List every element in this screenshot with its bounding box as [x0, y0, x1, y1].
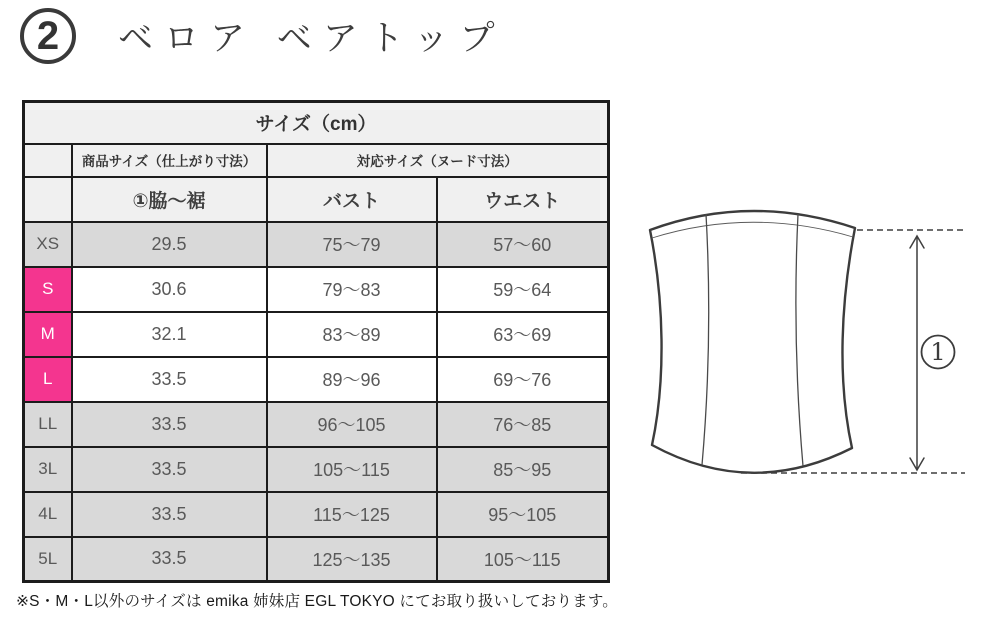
footnote: ※S・M・L以外のサイズは emika 姉妹店 EGL TOKYO にてお取り扱いしております。 [16, 593, 618, 610]
bust-cell: 89〜96 [267, 357, 437, 402]
length-cell: 30.6 [72, 267, 267, 312]
column-header-length: ①脇〜裾 [72, 177, 267, 222]
length-cell: 33.5 [72, 357, 267, 402]
table-row-3l [24, 447, 609, 492]
length-cell: 32.1 [72, 312, 267, 357]
size-label: 3L [24, 447, 72, 492]
table-row-xs [24, 222, 609, 267]
bust-cell: 79〜83 [267, 267, 437, 312]
size-label: 4L [24, 492, 72, 537]
bust-cell: 75〜79 [267, 222, 437, 267]
waist-cell: 59〜64 [437, 267, 609, 312]
corner-cell [24, 144, 72, 177]
waist-cell: 69〜76 [437, 357, 609, 402]
length-cell: 33.5 [72, 492, 267, 537]
column-header-bust: バスト [267, 177, 437, 222]
waist-cell: 57〜60 [437, 222, 609, 267]
length-cell: 33.5 [72, 402, 267, 447]
length-cell: 33.5 [72, 537, 267, 582]
garment-outline [650, 211, 855, 473]
bust-cell: 115〜125 [267, 492, 437, 537]
bust-cell: 105〜115 [267, 447, 437, 492]
length-cell: 33.5 [72, 447, 267, 492]
table-group-header-row [24, 144, 609, 177]
fit-size-header: 対応サイズ（ヌード寸法） [267, 144, 609, 177]
product-size-header: 商品サイズ（仕上がり寸法） [72, 144, 267, 177]
table-row-4l [24, 492, 609, 537]
garment-illustration [625, 185, 995, 495]
page-header [20, 8, 506, 64]
size-table [22, 100, 610, 583]
size-label-highlighted: S [24, 267, 72, 312]
table-row-s [24, 267, 609, 312]
dimension-number: 1 [930, 338, 946, 366]
waist-cell: 95〜105 [437, 492, 609, 537]
circled-number-icon [20, 8, 76, 64]
bust-cell: 96〜105 [267, 402, 437, 447]
table-row-5l [24, 537, 609, 582]
table-column-header-row [24, 177, 609, 222]
item-number: 2 [36, 13, 60, 58]
waist-cell: 105〜115 [437, 537, 609, 582]
column-header-waist: ウエスト [437, 177, 609, 222]
table-row-m [24, 312, 609, 357]
bust-cell: 83〜89 [267, 312, 437, 357]
size-label: 5L [24, 537, 72, 582]
table-row-ll [24, 402, 609, 447]
size-label: LL [24, 402, 72, 447]
table-title: サイズ（cm） [24, 102, 609, 144]
waist-cell: 76〜85 [437, 402, 609, 447]
waist-cell: 85〜95 [437, 447, 609, 492]
size-label-highlighted: M [24, 312, 72, 357]
corner-cell [24, 177, 72, 222]
waist-cell: 63〜69 [437, 312, 609, 357]
table-row-l [24, 357, 609, 402]
size-label-highlighted: L [24, 357, 72, 402]
page-title: ベロア ベアトップ [118, 19, 506, 58]
size-label: XS [24, 222, 72, 267]
bust-cell: 125〜135 [267, 537, 437, 582]
table-title-row [24, 102, 609, 144]
length-cell: 29.5 [72, 222, 267, 267]
